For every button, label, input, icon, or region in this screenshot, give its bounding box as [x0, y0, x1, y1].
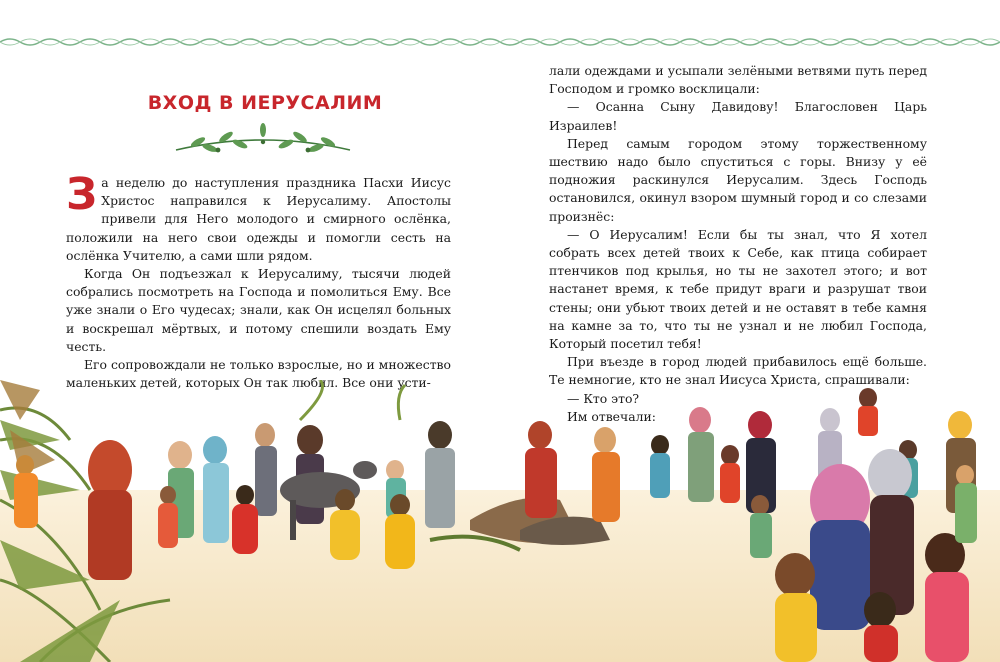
olive-branch-ornament [168, 120, 358, 164]
paragraph-9: — Кто это? [567, 390, 640, 406]
paragraph-2: Когда Он подъезжал к Иерусалиму, тысячи людей собрались посмотреть на Господа и помолиться Ему. Все уже знали о Его чудесах; знали, как Он исцелял больных и воскрешал мёртвых, и потому спешили воздать Ему честь. [66, 266, 451, 354]
right-text-column [549, 62, 927, 426]
paragraph-8: При въезде в город людей прибавилось ещё больше. Те немногие, кто не знал Иисуса Христа, спрашивали: [549, 354, 927, 388]
left-text-column [66, 169, 451, 392]
page-title: ВХОД В ИЕРУСАЛИМ [147, 92, 383, 114]
paragraph-1 [66, 169, 451, 265]
paragraph-4: лали одеждами и усыпали зелёными ветвями путь перед Господом и громко восклицали: [549, 63, 927, 97]
paragraph-3: Его сопровождали не только взрослые, но и множество маленьких детей, которых Он так любил. Все они усти- [66, 357, 451, 391]
vine-border-decoration [0, 36, 1000, 48]
paragraph-10: Им отвечали: [567, 408, 656, 424]
paragraph-text: а неделю до наступления праздника Пасхи Иисус Христос направился к Иерусалиму. Апостолы привели для Него молодого и смирного ослёнка, положили на него свои одежды и помогли сесть на ослёнка Учителю, а сами шли рядом. [66, 175, 451, 263]
crowd-illustration [0, 380, 1000, 662]
paragraph-6: Перед самым городом этому торжественному шествию надо было спуститься с горы. Внизу у её подножия раскинулся Иерусалим. Здесь Господь остановился, окинул взором шумный город и со слезами произнёс: [549, 135, 927, 224]
paragraph-7: — О Иерусалим! Если бы ты знал, что Я хотел собрать всех детей твоих к Себе, как птица собирает птенчиков под крылья, но ты не захотел этого; и вот настанет время, к тебе придут враги и разрушат твои стены; они убьют твоих детей и не оставят в тебе камня на камне за то, что ты не узнал и не любил Господа, Который посетил тебя! [549, 226, 927, 352]
drop-cap-letter: З [66, 169, 98, 220]
paragraph-5: — Осанна Сыну Давидову! Благословен Царь Израилев! [549, 99, 927, 133]
